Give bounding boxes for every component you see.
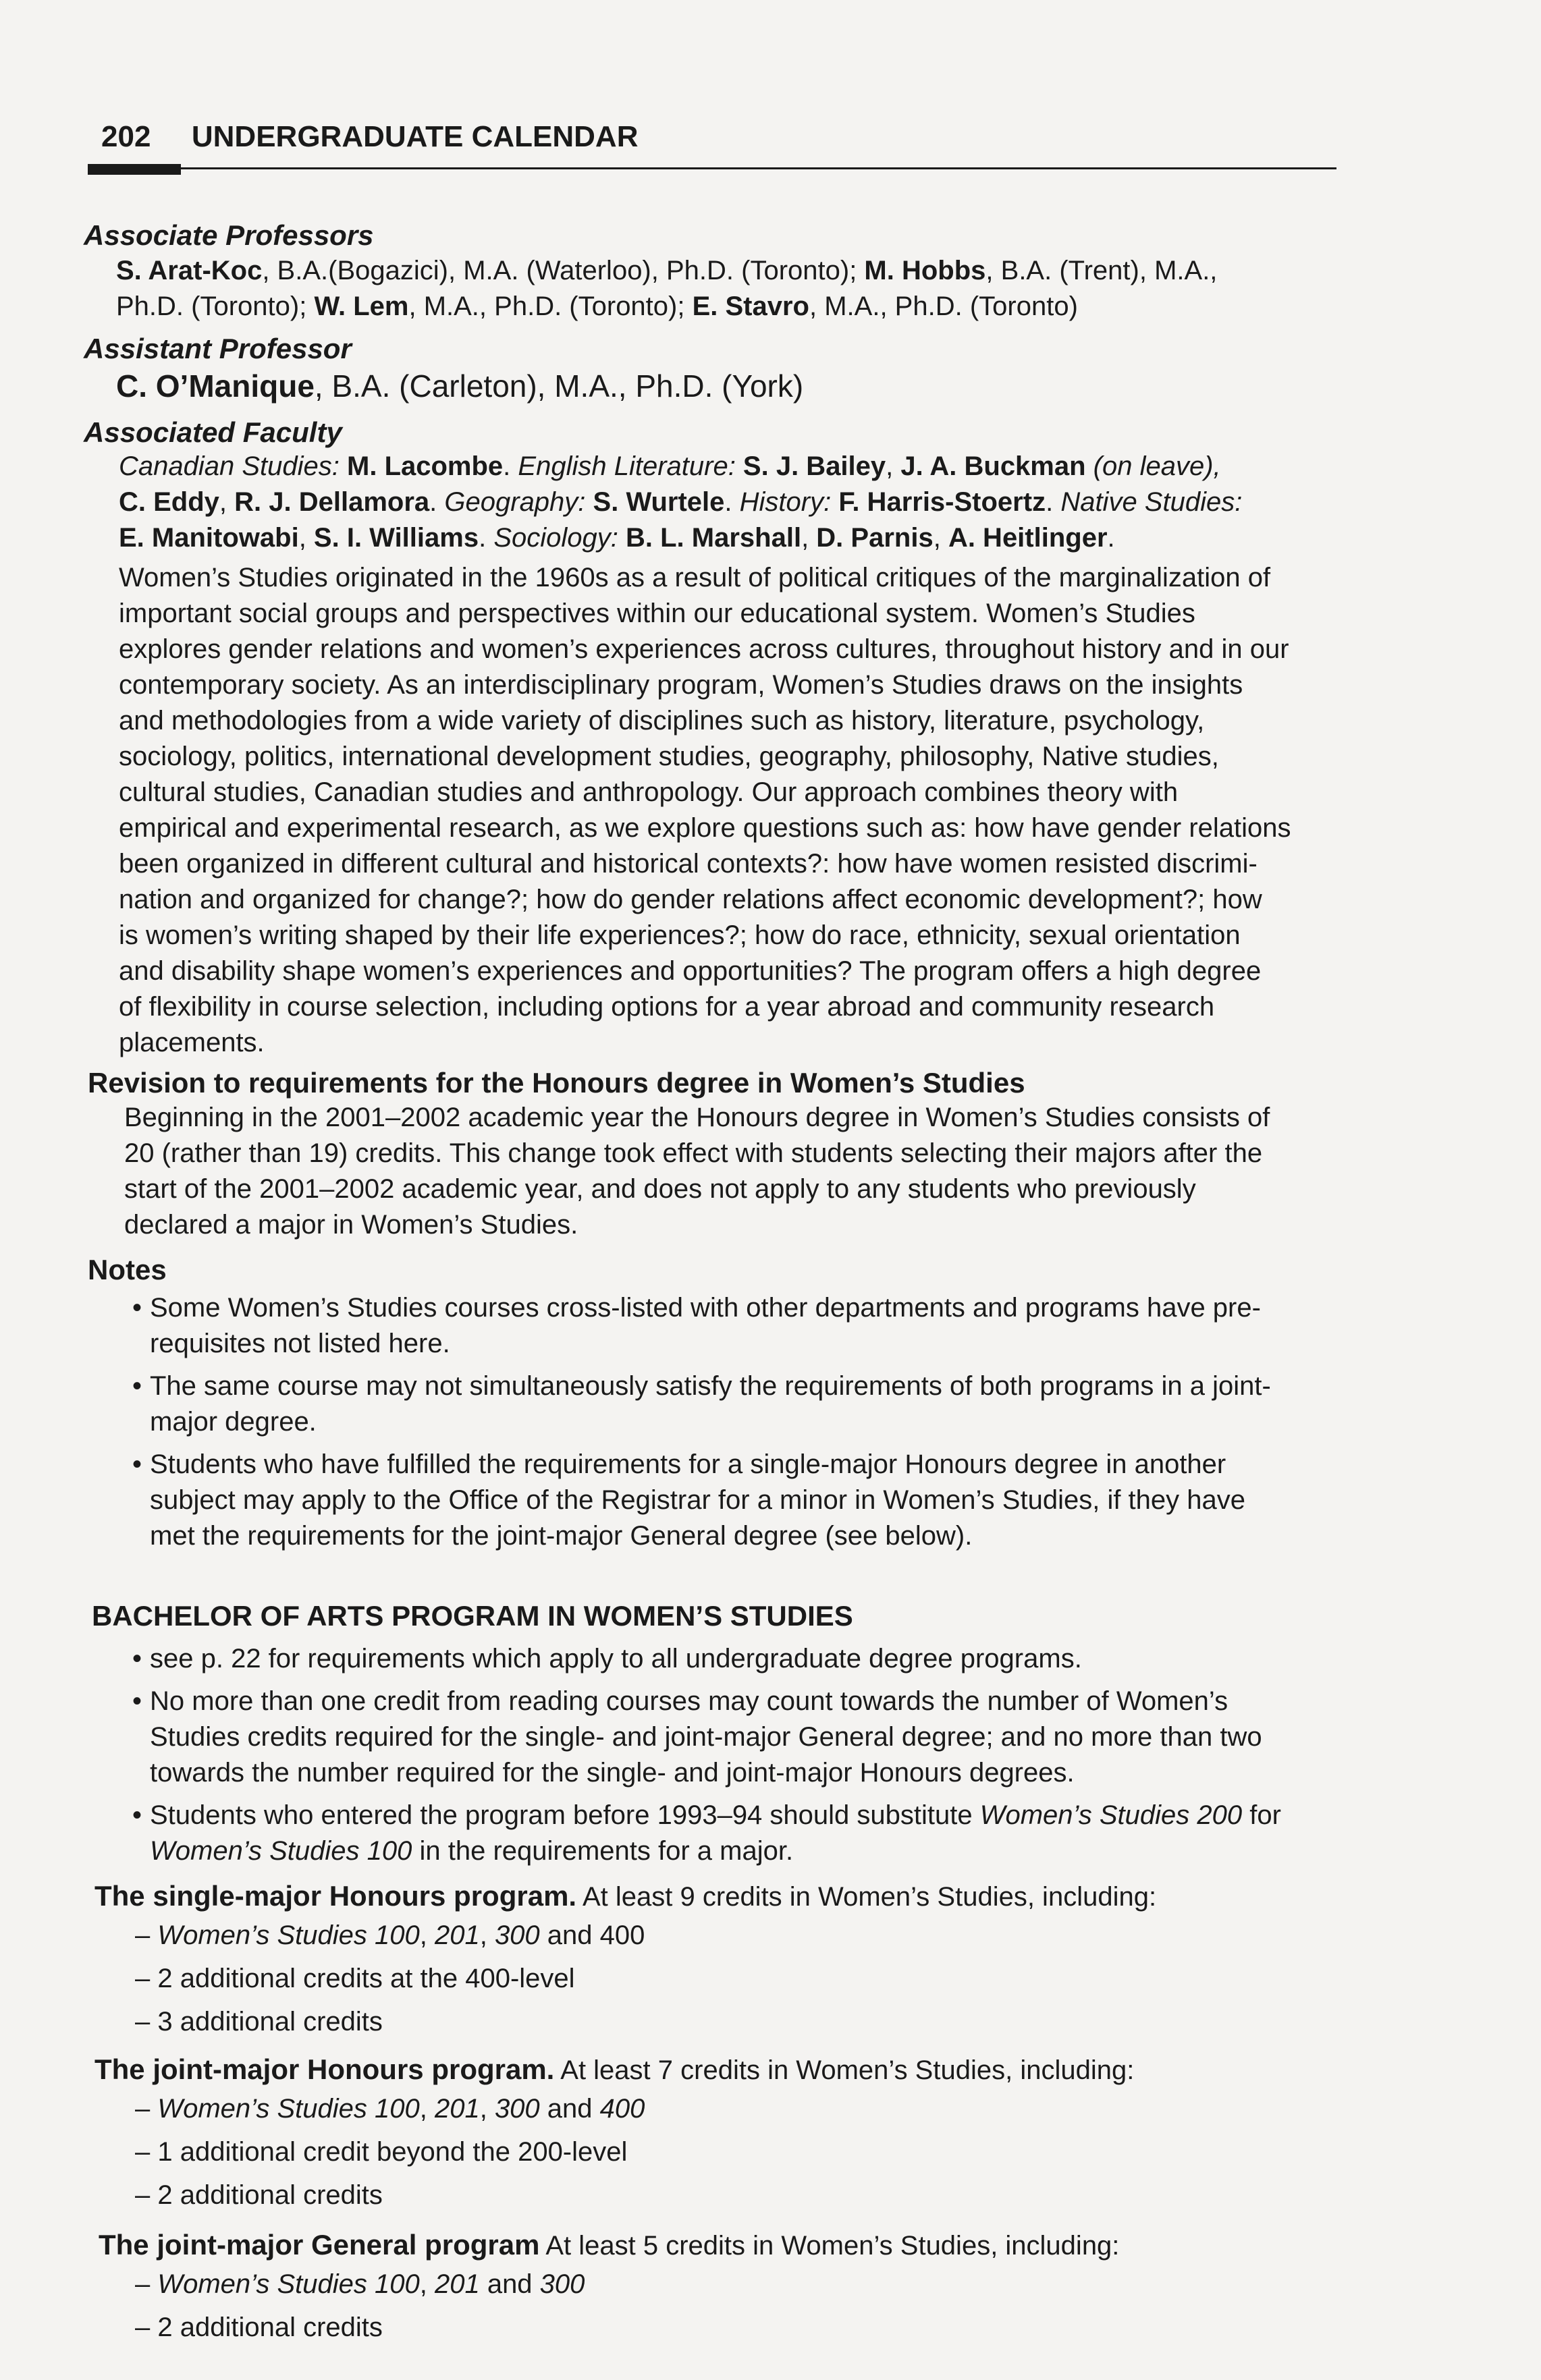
running-title: UNDERGRADUATE CALENDAR (191, 120, 639, 153)
joint-general-title: The joint-major General program (99, 2229, 540, 2261)
assistant-professor-credentials: , B.A. (Carleton), M.A., Ph.D. (York) (314, 368, 804, 404)
joint-general-req-1: – Women’s Studies 100, 201 and 300 (135, 2269, 585, 2299)
joint-general-reqs (135, 2263, 585, 2349)
joint-honours-program (94, 2051, 1134, 2088)
assistant-professor-heading: Assistant Professor (84, 333, 352, 364)
revision-heading: Revision to requirements for the Honours degree in Women’s Studies (88, 1067, 1025, 1099)
single-honours-program (94, 1878, 1156, 1915)
ba-program-heading: BACHELOR OF ARTS PROGRAM IN WOMEN’S STUDIES (92, 1600, 853, 1632)
associated-faculty-line-2: C. Eddy, R. J. Dellamora. Geography: S. Wurtele. History: F. Harris-Stoertz. Native Studies: (119, 487, 1243, 517)
ba-program-list (132, 1641, 1347, 1876)
joint-honours-req-1: – Women’s Studies 100, 201, 300 and 400 (135, 2094, 645, 2124)
associate-professors-list (116, 253, 1217, 325)
page-header (101, 120, 1336, 154)
single-honours-reqs (135, 1914, 645, 2043)
associated-faculty-heading: Associated Faculty (84, 416, 342, 448)
associated-faculty-list (119, 449, 1242, 556)
joint-honours-title: The joint-major Honours program. (94, 2053, 555, 2085)
associated-faculty-line-1: Canadian Studies: M. Lacombe. English Literature: S. J. Bailey, J. A. Buckman (on leave), (119, 451, 1221, 481)
header-rule (88, 167, 1336, 169)
joint-general-req-2: – 2 additional credits (135, 2313, 383, 2342)
joint-general-program (99, 2227, 1119, 2264)
associated-faculty-line-3: E. Manitowabi, S. I. Williams. Sociology: B. L. Marshall, D. Parnis, A. Heitlinger. (119, 523, 1115, 553)
header-rule-accent (88, 164, 181, 175)
assistant-professor-entry (116, 368, 803, 404)
associate-professors-heading: Associate Professors (84, 219, 374, 251)
single-honours-desc: At least 9 credits in Women’s Studies, including: (576, 1882, 1157, 1912)
single-honours-req-3: – 3 additional credits (135, 2007, 383, 2037)
ba-item-3: • Students who entered the program before 1993–94 should substitute Women’s Studies 200 for Women’s Studies 100 in the requirements for a major. (132, 1798, 1347, 1869)
associate-professors-line-1: S. Arat-Koc, B.A.(Bogazici), M.A. (Waterloo), Ph.D. (Toronto); M. Hobbs, B.A. (Trent), M.A., (116, 256, 1218, 285)
single-honours-req-1: – Women’s Studies 100, 201, 300 and 400 (135, 1920, 645, 1950)
joint-general-desc: At least 5 credits in Women’s Studies, including: (539, 2231, 1120, 2261)
note-item-1: • Some Women’s Studies courses cross-listed with other departments and programs have pre- requisites not listed here. (132, 1290, 1341, 1362)
single-honours-req-2: – 2 additional credits at the 400-level (135, 1964, 575, 1993)
note-item-2: • The same course may not simultaneously satisfy the requirements of both programs in a joint- major degree. (132, 1368, 1341, 1440)
intro-paragraph: Women’s Studies originated in the 1960s as a result of political critiques of the marginalization of important social groups and perspectives within our educational system. Women’s Studies explores gender relations and women’s experiences across cultures, throughout history and in our contemporary society. As an interdisciplinary program, Women’s Studies draws on the insights and methodologies from a wide variety of disciplines such as history, literature, psychology, sociology, politics, international development studies, geography, philosophy, Native studies, cultural studies, Canadian studies and anthropology. Our approach combines theory with empirical and experimental research, as we explore questions such as: how have gender relations been organized in different cultural and historical contexts?: how have women resisted discrimi- nation and organized for change?; how do gender relations affect economic development?; how is women’s writing shaped by their life experiences?; how do race, ethnicity, sexual orientation and disability shape women’s experiences and opportunities? The program offers a high degree of flexibility in course selection, including options for a year abroad and community research placements. (119, 563, 1291, 1057)
joint-honours-req-2: – 1 additional credit beyond the 200-level (135, 2137, 628, 2167)
note-item-3: • Students who have fulfilled the requirements for a single-major Honours degree in another subject may apply to the Office of the Registrar for a minor in Women’s Studies, if they have met the requirements for the joint-major General degree (see below). (132, 1447, 1341, 1554)
ba-item-1: • see p. 22 for requirements which apply to all undergraduate degree programs. (132, 1641, 1347, 1677)
assistant-professor-name: C. O’Manique (116, 368, 315, 404)
ba-item-2: • No more than one credit from reading courses may count towards the number of Women’s Studies credits required for the single- and joint-major General degree; and no more than two towards the number required for the single- and joint-major Honours degrees. (132, 1684, 1347, 1791)
joint-honours-reqs (135, 2087, 645, 2217)
single-honours-title: The single-major Honours program. (94, 1880, 577, 1912)
page-number: 202 (101, 120, 151, 153)
revision-text: Beginning in the 2001–2002 academic year the Honours degree in Women’s Studies consists of 20 (rather than 19) credits. This change took effect with students selecting their majors after the start of the 2001–2002 academic year, and does not apply to any students who previously declared a major in Women’s Studies. (124, 1103, 1270, 1240)
notes-list (132, 1290, 1341, 1561)
associate-professors-line-2: Ph.D. (Toronto); W. Lem, M.A., Ph.D. (Toronto); E. Stavro, M.A., Ph.D. (Toronto) (116, 292, 1078, 321)
joint-honours-desc: At least 7 credits in Women’s Studies, including: (554, 2055, 1135, 2085)
notes-heading: Notes (88, 1254, 167, 1285)
joint-honours-req-3: – 2 additional credits (135, 2180, 383, 2210)
